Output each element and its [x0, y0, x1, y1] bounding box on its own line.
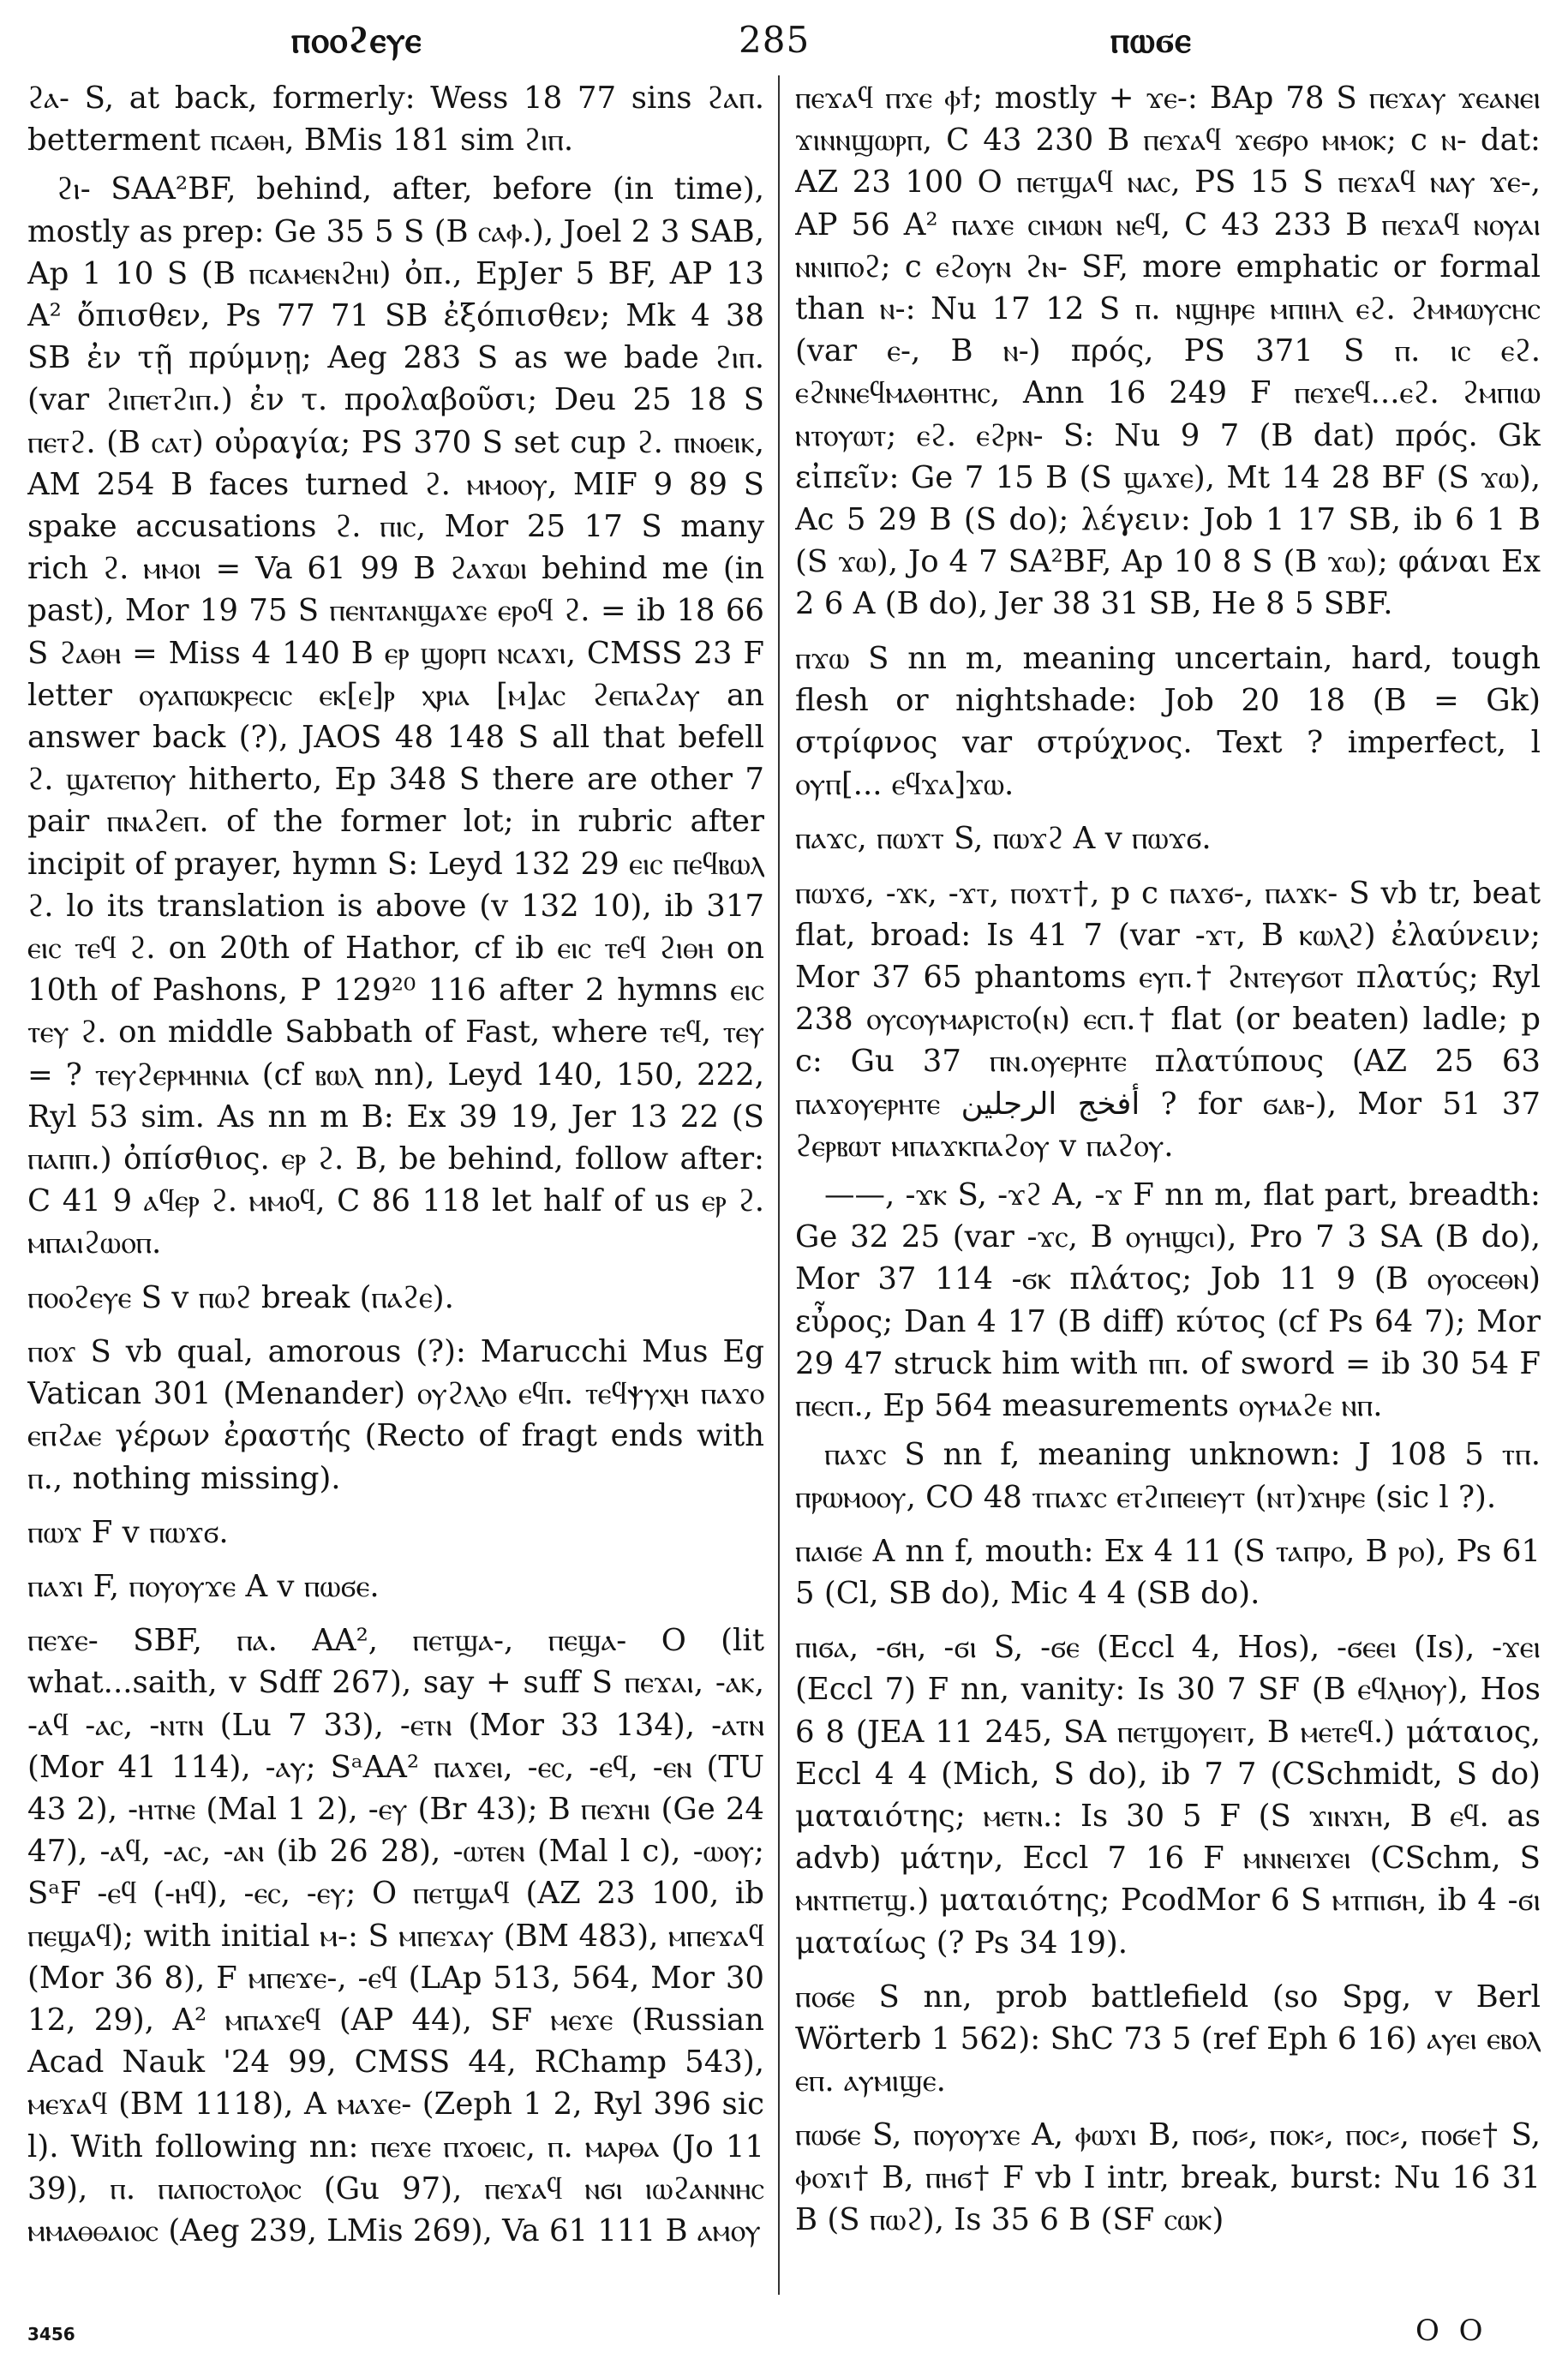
left-running-head: ⲡⲟⲟϩⲉⲩⲉ — [291, 19, 422, 61]
entry-paice: ⲡⲁⲓϭⲉ A nn f, mouth: Ex 4 11 (S ⲧⲁⲡⲣⲟ, B ⲣⲟ), Ps 61 5 (Cl, SB do), Mic 4 4 (SB do). — [795, 1533, 1541, 1611]
entry-pwjc-noun: ——, -ϫⲕ S, -ϫϩ A, -ϫ F nn m, flat part, breadth: Ge 32 25 (var -ϫⲥ, B ⲟⲩⲏϣⲥⲓ), Pro 7 3 SA (B do), Mor 37 114 -ϭⲕ πλάτος; Job 11 9 (B ⲟⲩⲟⲥⲉⲑⲛ) εὖρος; Dan 4 17 (B diff) κύτος (cf Ps 64 7); Mor 29 47 struck him with ⲡⲡ. of sword = ib 30 54 F ⲡⲉⲥⲡ., Ep 564 measurements ⲟⲩⲙⲁϩⲉ ⲛⲡ. — [795, 1177, 1541, 1424]
entry-pwjc: ⲡⲱϫϭ, -ϫⲕ, -ϫⲧ, ⲡⲟϫⲧ†, p c ⲡⲁϫϭ-, ⲡⲁϫⲕ- S vb tr, beat flat, broad: Is 41 7 (var -ϫⲧ, B ⲕⲱⲗϩ) ἐλαύνειν; Mor 37 65 phantoms ⲉⲩⲡ.† ϩⲛⲧⲉⲩϭⲟⲧ πλατύς; Ryl 238 ⲟⲩⲥⲟⲩⲙⲁⲣⲓⲥⲧⲟ(ⲛ) ⲉⲥⲡ.† flat (or beaten) ladle; p c: Gu 37 ⲡⲛ.ⲟⲩⲉⲣⲏⲧⲉ πλατύπους (AZ 25 63 ⲡⲁϫⲟⲩⲉⲣⲏⲧⲉ أفخج الرجلين ? for ϭⲁⲃ-), Mor 51 37 ϩⲉⲣⲃⲱⲧ ⲙⲡⲁϫⲕⲡⲁϩⲟⲩ v ⲡⲁϩⲟⲩ. — [795, 875, 1541, 1164]
print-code: 3456 — [27, 2324, 75, 2344]
right-running-head: ⲡⲱϭⲉ — [1110, 19, 1192, 61]
entry-paji: ⲡⲁϫⲓ F, ⲡⲟⲩⲟⲩϫⲉ A v ⲡⲱϭⲉ. — [27, 1568, 380, 1604]
entry-poj: ⲡⲟϫ S vb qual, amorous (?): Marucchi Mus Eg Vatican 301 (Menander) ⲟⲩϩⲗⲗⲟ ⲉϥⲡ. ⲧⲉϥⲯⲩⲭⲏ ⲡⲁϫⲟ ⲉⲡϩⲁⲉ γέρων ἐραστής (Recto of fragt ends with ⲡ., nothing missing). — [27, 1333, 764, 1496]
entry-pajs-fem: ⲡⲁϫⲥ S nn f, meaning unknown: J 108 5 ⲧⲡ. ⲡⲣⲱⲙⲟⲟⲩ, CO 48 ⲧⲡⲁϫⲥ ⲉⲧϩⲓⲡⲉⲓⲉⲩⲧ (ⲛⲧ)ϫⲏⲣⲉ (sic l ?). — [795, 1437, 1541, 1515]
entry-pica: ⲡⲓϭⲁ, -ϭⲏ, -ϭⲓ S, -ϭⲉ (Eccl 4, Hos), -ϭⲉⲉⲓ (Is), -ϫⲉⲓ (Eccl 7) F nn, vanity: Is 30 7 SF (B ⲉϥⲗⲏⲟⲩ), Hos 6 8 (JEA 11 245, SA ⲡⲉⲧϣⲟⲩⲉⲓⲧ, B ⲙⲉⲧⲉϥ.) μάταιος, Eccl 4 4 (Mich, S do), ib 7 7 (CSchmidt, S do) ματαιότης; ⲙⲉⲧⲛ.: Is 30 5 F (S ϫⲓⲛϫⲏ, B ⲉϥ. as advb) μάτην, Eccl 7 16 F ⲙⲛⲛⲉⲓϫⲉⲓ (CSchm, S ⲙⲛⲧⲡⲉⲧϣ.) ματαιότης; PcodMor 6 S ⲙⲧⲡⲓϭⲏ, ib 4 -ϭⲓ ματαίως (? Ps 34 19). — [795, 1630, 1541, 1961]
signature-mark: O O — [1415, 2314, 1488, 2348]
column-divider — [778, 75, 780, 2295]
left-column — [27, 77, 764, 2305]
entry-peje-continued: ⲡⲉϫⲁϥ ⲡϫⲉ ⲫϯ; mostly + ϫⲉ-: BAp 78 S ⲡⲉϫⲁⲩ ϫⲉⲁⲛⲉⲓ ϫⲓⲛⲛϣⲱⲣⲡ, C 43 230 B ⲡⲉϫⲁϥ ϫⲉϭⲣⲟ ⲙⲙⲟⲕ; c ⲛ- dat: AZ 23 100 O ⲡⲉⲧϣⲁϥ ⲛⲁⲥ, PS 15 S ⲡⲉϫⲁϥ ⲛⲁⲩ ϫⲉ-, AP 56 A² ⲡⲁϫⲉ ⲥⲓⲙⲱⲛ ⲛⲉϥ, C 43 233 B ⲡⲉϫⲁϥ ⲛⲟⲩⲁⲓ ⲛⲛⲓⲡⲟϩ; c ⲉϩⲟⲩⲛ ϩⲛ- SF, more emphatic or formal than ⲛ-: Nu 17 12 S ⲡ. ⲛϣⲏⲣⲉ ⲙⲡⲓⲏⲗ ⲉϩ. ϩⲙⲙⲱⲩⲥⲏⲥ (var ⲉ-, B ⲛ-) πρός, PS 371 S ⲡ. ⲓⲥ ⲉϩ. ⲉϩⲛⲛⲉϥⲙⲁⲑⲏⲧⲏⲥ, Ann 16 249 F ⲡⲉϫⲉϥ...ⲉϩ. ϩⲙⲡⲓⲱ ⲛⲧⲟⲩⲱⲧ; ⲉϩ. ⲉϩⲣⲛ- S: Nu 9 7 (B dat) πρός. Gk εἰπεῖν: Ge 7 15 B (S ϣⲁϫⲉ), Mt 14 28 BF (S ϫⲱ), Ac 5 29 B (S do); λέγειν: Job 1 17 SB, ib 6 1 B (S ϫⲱ), Jo 4 7 SA²BF, Ap 10 8 S (B ϫⲱ); φάναι Ex 2 6 A (B do), Jer 38 31 SB, He 8 5 SBF. — [795, 81, 1541, 622]
right-column — [795, 77, 1541, 2305]
entry-hi: ϩⲓ- SAA²BF, behind, after, before (in time), mostly as prep: Ge 35 5 S (B ⲥⲁⲫ.), Joel 2 3 SAB, Ap 1 10 S (B ⲡⲥⲁⲙⲉⲛϩⲏⲓ) ὀπ., EpJer 5 BF, AP 13 A² ὄπισθεν, Ps 77 71 SB ἐξόπισθεν; Mk 4 38 SB ἐν τῇ πρύμνῃ; Aeg 283 S as we bade ϩⲓⲡ. (var ϩⲓⲡⲉⲧϩⲓⲡ.) ἐν τ. προλαβοῦσι; Deu 25 18 S ⲡⲉⲧϩ. (B ⲥⲁⲧ) οὐραγία; PS 370 S set cup ϩ. ⲡⲛⲟⲉⲓⲕ, AM 254 B faces turned ϩ. ⲙⲙⲟⲟⲩ, MIF 9 89 S spake accusations ϩ. ⲡⲓⲥ, Mor 25 17 S many rich ϩ. ⲙⲙⲟⲓ = Va 61 99 B ϩⲁϫⲱⲓ behind me (in past), Mor 19 75 S ⲡⲉⲛⲧⲁⲛϣⲁϫⲉ ⲉⲣⲟϥ ϩ. = ib 18 66 S ϩⲁⲑⲏ = Miss 4 140 B ⲉⲣ ϣⲟⲣⲡ ⲛⲥⲁϫⲓ, CMSS 23 F letter ⲟⲩⲁⲡⲱⲕⲣⲉⲥⲓⲥ ⲉⲕ[ⲉ]ⲣ ⲭⲣⲓⲁ [ⲙ]ⲁⲥ ϩⲉⲡⲁϩⲁⲩ an answer back (?), JAOS 48 148 S all that befell ϩ. ϣⲁⲧⲉⲡⲟⲩ hitherto, Ep 348 S there are other 7 pair ⲡⲛⲁϩⲉⲡ. of the former lot; in rubric after incipit of prayer, hymn S: Leyd 132 29 ⲉⲓⲥ ⲡⲉϥⲃⲱⲗ ϩ. lo its translation is above (v 132 10), ib 317 ⲉⲓⲥ ⲧⲉϥ ϩ. on 20th of Hathor, cf ib ⲉⲓⲥ ⲧⲉϥ ϩⲓⲑⲏ on 10th of Pashons, P 129²⁰ 116 after 2 hymns ⲉⲓⲥ ⲧⲉⲩ ϩ. on middle Sabbath of Fast, where ⲧⲉϥ, ⲧⲉⲩ = ? ⲧⲉⲩϩⲉⲣⲙⲏⲛⲓⲁ (cf ⲃⲱⲗ nn), Leyd 140, 150, 222, Ryl 53 sim. As nn m B: Ex 39 19, Jer 13 22 (S ⲡⲁⲡⲡ.) ὀπίσθιος. ⲉⲣ ϩ. B, be behind, follow after: C 41 9 ⲁϥⲉⲣ ϩ. ⲙⲙⲟϥ, C 86 118 let half of us ⲉⲣ ϩ. ⲙⲡⲁⲓϩⲱⲟⲡ. — [27, 171, 764, 1261]
entry-ha: ϩⲁ- S, at back, formerly: Wess 18 77 sins ϩⲁⲡ. betterment ⲡⲥⲁⲑⲏ, BMis 181 sim ϩⲓⲡ. — [27, 81, 764, 159]
entry-peje: ⲡⲉϫⲉ- SBF, ⲡⲁ. AA², ⲡⲉⲧϣⲁ-, ⲡⲉϣⲁ- O (lit what...saith, v Sdff 267), say + suff S ⲡⲉϫⲁⲓ, -ⲁⲕ, -ⲁϥ -ⲁⲥ, -ⲛⲧⲛ (Lu 7 33), -ⲉⲧⲛ (Mor 33 134), -ⲁⲧⲛ (Mor 41 114), -ⲁⲩ; SᵃAA² ⲡⲁϫⲉⲓ, -ⲉⲥ, -ⲉϥ, -ⲉⲛ (TU 43 2), -ⲏⲧⲛⲉ (Mal 1 2), -ⲉⲩ (Br 43); B ⲡⲉϫⲏⲓ (Ge 24 47), -ⲁϥ, -ⲁⲥ, -ⲁⲛ (ib 26 28), -ⲱⲧⲉⲛ (Mal l c), -ⲱⲟⲩ; SᵃF -ⲉϥ (-ⲏϥ), -ⲉⲥ, -ⲉⲩ; O ⲡⲉⲧϣⲁϥ (AZ 23 100, ib ⲡⲉϣⲁϥ); with initial ⲙ-: S ⲙⲡⲉϫⲁⲩ (BM 483), ⲙⲡⲉϫⲁϥ (Mor 36 8), F ⲙⲡⲉϫⲉ-, -ⲉϥ (LAp 513, 564, Mor 30 12, 29), A² ⲙⲡⲁϫⲉϥ (AP 44), SF ⲙⲉϫⲉ (Russian Acad Nauk '24 99, CMSS 44, RChamp 543), ⲙⲉϫⲁϥ (BM 1118), A ⲙⲁϫⲉ- (Zeph 1 2, Ryl 396 sic l). With following nn: ⲡⲉϫⲉ ⲡϫⲟⲉⲓⲥ, ⲡ. ⲙⲁⲣⲑⲁ (Jo 11 39), ⲡ. ⲡⲁⲡⲟⲥⲧⲟⲗⲟⲥ (Gu 97), ⲡⲉϫⲁϥ ⲛϭⲓ ⲓⲱϩⲁⲛⲛⲏⲥ ⲙⲙⲁⲑⲑⲁⲓⲟⲥ (Aeg 239, LMis 269), Va 61 111 B ⲁⲙⲟⲩ — [27, 1623, 764, 2248]
entry-pajs: ⲡⲁϫⲥ, ⲡⲱϫⲧ S, ⲡⲱϫϩ A v ⲡⲱϫϭ. — [795, 821, 1212, 857]
entry-poouhoue: ⲡⲟⲟϩⲉⲩⲉ S v ⲡⲱϩ break (ⲡⲁϩⲉ). — [27, 1279, 454, 1315]
entry-pjw: ⲡϫⲱ S nn m, meaning uncertain, hard, tough flesh or nightshade: Job 20 18 (B = Gk) στρίφνος var στρύχνος. Text ? imperfect, l ⲟⲩⲡ[... ⲉϥϫⲁ]ϫⲱ. — [795, 640, 1541, 803]
entry-pwj: ⲡⲱϫ F v ⲡⲱϫϭ. — [27, 1514, 229, 1550]
entry-poce: ⲡⲟϭⲉ S nn, prob battlefield (so Spg, v Berl Wörterb 1 562): ShC 73 5 (ref Eph 6 16) ⲁⲩⲉⲓ ⲉⲃⲟⲗ ⲉⲡ. ⲁⲩⲙⲓϣⲉ. — [795, 1979, 1541, 2099]
page-number: 285 — [739, 19, 811, 61]
entry-pwce: ⲡⲱϭⲉ S, ⲡⲟⲩⲟⲩϫⲉ A, ⲫⲱϫⲓ B, ⲡⲟϭ⸗, ⲡⲟⲕ⸗, ⲡⲟⲥ⸗, ⲡⲟϭⲉ† S, ⲫⲟϫⲓ† B, ⲡⲏϭ† F vb I intr, break, burst: Nu 16 31 B (S ⲡⲱϩ), Is 35 6 B (SF ⲥⲱⲕ) — [795, 2117, 1541, 2237]
